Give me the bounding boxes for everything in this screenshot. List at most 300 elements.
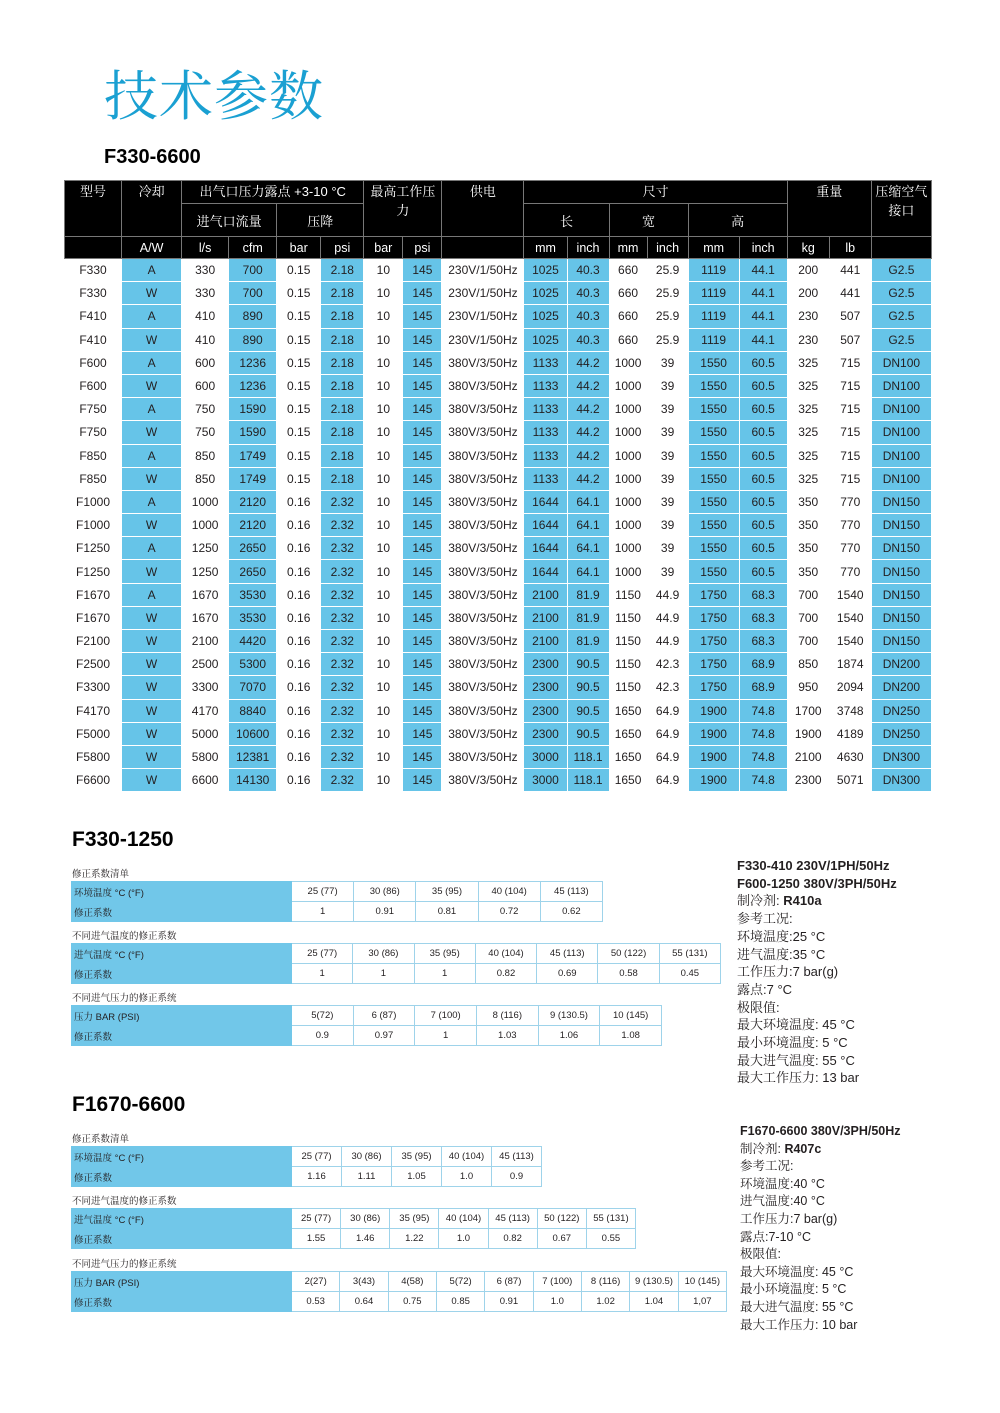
cell: 0.55 [586, 1229, 635, 1249]
table-cell: 44.2 [567, 351, 609, 374]
section2-caption-pressure: 不同进气压力的修正系统 [72, 1259, 177, 1270]
table-cell: 850 [787, 653, 829, 676]
table-cell: 380V/3/50Hz [442, 514, 524, 537]
table-cell: F850 [65, 467, 122, 490]
table-cell: 1133 [524, 444, 567, 467]
table-cell: 1150 [609, 583, 647, 606]
cell: 9 (130.5) [538, 1006, 600, 1026]
table-cell: 2.32 [321, 490, 364, 513]
table-cell: 1650 [609, 745, 647, 768]
table-cell: 39 [647, 514, 688, 537]
table-cell: 39 [647, 467, 688, 490]
table-cell: 118.1 [567, 769, 609, 792]
table-cell: 770 [829, 514, 871, 537]
table-cell: 5000 [182, 722, 229, 745]
note-line: 最大环境温度: 45 °C [740, 1264, 854, 1279]
cell: 7 (100) [415, 1006, 477, 1026]
table-cell: W [122, 606, 182, 629]
table-cell: 10 [364, 699, 403, 722]
table-cell: 145 [403, 398, 442, 421]
cell: 1.05 [392, 1167, 442, 1187]
table-cell: 44.1 [739, 305, 787, 328]
table-cell: A [122, 537, 182, 560]
table-cell: 750 [182, 421, 229, 444]
table-cell: 1670 [182, 583, 229, 606]
row-label: 压力 BAR (PSI) [72, 1272, 292, 1292]
table-cell: 1644 [524, 514, 567, 537]
table-cell: DN250 [871, 699, 931, 722]
cell: 0.62 [540, 902, 602, 922]
unit-cell: inch [567, 237, 609, 259]
table-cell: 44.9 [647, 630, 688, 653]
table-cell: 60.5 [739, 560, 787, 583]
table-cell: DN300 [871, 769, 931, 792]
cell: 1.11 [342, 1167, 392, 1187]
note-line: 最大进气温度: 55 °C [737, 1052, 855, 1068]
table-cell: 230V/1/50Hz [442, 259, 524, 282]
table-cell: 1000 [182, 490, 229, 513]
table-cell: 715 [829, 467, 871, 490]
table-cell: 64.1 [567, 490, 609, 513]
table-cell: DN100 [871, 398, 931, 421]
table-cell: 44.1 [739, 282, 787, 305]
cell: 1 [415, 1026, 477, 1046]
table-row [65, 398, 932, 421]
table-row [65, 374, 932, 397]
cell: 2(27) [292, 1272, 340, 1292]
unit-cell: psi [321, 237, 364, 259]
table-cell: 350 [787, 537, 829, 560]
cell: 25 (77) [292, 944, 353, 964]
table-cell: G2.5 [871, 282, 931, 305]
table-row [65, 421, 932, 444]
power-spec: F330-410 230V/1PH/50Hz [737, 858, 890, 873]
cell: 1,07 [678, 1292, 726, 1312]
table-cell: 40.3 [567, 259, 609, 282]
table-cell: 950 [787, 676, 829, 699]
table-cell: 1550 [688, 398, 739, 421]
table-cell: 1025 [524, 259, 567, 282]
table-cell: 1133 [524, 351, 567, 374]
table-cell: 1650 [609, 769, 647, 792]
table-cell: 0.16 [277, 699, 321, 722]
section2-ambient-table [71, 1146, 542, 1187]
cell: 0.91 [485, 1292, 533, 1312]
table-cell: 8840 [229, 699, 277, 722]
cell: 1.03 [476, 1026, 538, 1046]
table-cell: 118.1 [567, 745, 609, 768]
cell: 1.0 [442, 1167, 492, 1187]
table-cell: 1133 [524, 421, 567, 444]
table-cell: 325 [787, 374, 829, 397]
cell: 0.45 [659, 964, 720, 984]
table-cell: 64.1 [567, 514, 609, 537]
cell: 8 (116) [581, 1272, 629, 1292]
table-cell: 380V/3/50Hz [442, 676, 524, 699]
table-cell: 2100 [182, 630, 229, 653]
table-cell: 380V/3/50Hz [442, 351, 524, 374]
header-max-pressure: 最高工作压力 [364, 181, 442, 237]
table-cell: F330 [65, 282, 122, 305]
table-cell: 2.32 [321, 560, 364, 583]
table-cell: 0.15 [277, 444, 321, 467]
table-cell: 410 [182, 305, 229, 328]
table-row [65, 259, 932, 282]
table-cell: 39 [647, 398, 688, 421]
cell: 10 (145) [600, 1006, 662, 1026]
cell: 50 (122) [598, 944, 659, 964]
table-cell: 0.15 [277, 374, 321, 397]
section2-inlet-table [71, 1208, 636, 1249]
table-cell: 1644 [524, 490, 567, 513]
table-cell: 14130 [229, 769, 277, 792]
table-cell: DN200 [871, 653, 931, 676]
table-cell: 68.3 [739, 583, 787, 606]
table-cell: 145 [403, 606, 442, 629]
table-cell: 230 [787, 328, 829, 351]
table-cell: 1236 [229, 351, 277, 374]
unit-cell: inch [647, 237, 688, 259]
cell: 0.81 [416, 902, 478, 922]
table-cell: G2.5 [871, 305, 931, 328]
table-cell: 2650 [229, 537, 277, 560]
refrigerant-label: 制冷剂: [740, 1141, 785, 1156]
table-cell: 64.1 [567, 560, 609, 583]
table-cell: 325 [787, 351, 829, 374]
table-cell: 90.5 [567, 699, 609, 722]
cell: 9 (130.5) [630, 1272, 678, 1292]
table-cell: 660 [609, 328, 647, 351]
table-cell: 81.9 [567, 583, 609, 606]
table-cell: 1119 [688, 305, 739, 328]
table-cell: 60.5 [739, 514, 787, 537]
section2-caption-factors: 修正系数清单 [72, 1134, 130, 1145]
table-cell: 40.3 [567, 328, 609, 351]
section1-notes [737, 857, 897, 1087]
table-cell: 25.9 [647, 259, 688, 282]
table-cell: 325 [787, 444, 829, 467]
table-cell: 42.3 [647, 653, 688, 676]
table-cell: 350 [787, 560, 829, 583]
cell: 40 (104) [478, 882, 540, 902]
table-row [65, 444, 932, 467]
table-row [65, 676, 932, 699]
row-label: 环境温度 °C (°F) [72, 882, 292, 902]
table-cell: 0.16 [277, 583, 321, 606]
table-cell: 10 [364, 421, 403, 444]
table-cell: 2.32 [321, 722, 364, 745]
cell: 3(43) [340, 1272, 388, 1292]
note-line: 最大进气温度: 55 °C [740, 1299, 854, 1314]
table-cell: 145 [403, 305, 442, 328]
table-row [65, 722, 932, 745]
table-cell: F1250 [65, 560, 122, 583]
table-cell: 1550 [688, 444, 739, 467]
table-cell: 325 [787, 398, 829, 421]
table-cell: 0.16 [277, 745, 321, 768]
table-cell: 145 [403, 583, 442, 606]
table-cell: 2300 [524, 676, 567, 699]
table-cell: 660 [609, 259, 647, 282]
unit-cell: psi [403, 237, 442, 259]
table-cell: 3300 [182, 676, 229, 699]
table-cell: 60.5 [739, 374, 787, 397]
cell: 0.85 [436, 1292, 484, 1312]
table-cell: 350 [787, 514, 829, 537]
cell: 8 (116) [476, 1006, 538, 1026]
note-line: 环境温度:25 °C [737, 928, 826, 944]
cell: 1 [292, 964, 353, 984]
table-cell: 230V/1/50Hz [442, 328, 524, 351]
table-cell: 10 [364, 259, 403, 282]
header-height: 高 [688, 204, 787, 237]
table-cell: 39 [647, 351, 688, 374]
table-cell: 1540 [829, 630, 871, 653]
section1-inlet-table [71, 943, 721, 984]
row-label: 进气温度 °C (°F) [72, 1209, 292, 1229]
cell: 7 (100) [533, 1272, 581, 1292]
table-cell: 7070 [229, 676, 277, 699]
table-cell: 2.18 [321, 444, 364, 467]
table-cell: 40.3 [567, 282, 609, 305]
refrigerant-line [740, 1141, 901, 1159]
unit-cell: inch [739, 237, 787, 259]
cell: 40 (104) [475, 944, 536, 964]
table-cell: 68.9 [739, 676, 787, 699]
table-cell: 145 [403, 699, 442, 722]
table-cell: 0.16 [277, 537, 321, 560]
table-cell: F410 [65, 328, 122, 351]
section2-pressure-table [71, 1271, 727, 1312]
table-cell: 81.9 [567, 606, 609, 629]
table-cell: 10 [364, 467, 403, 490]
table-cell: 0.15 [277, 328, 321, 351]
table-cell: 12381 [229, 745, 277, 768]
unit-blank [442, 237, 524, 259]
table-cell: 715 [829, 398, 871, 421]
header-power: 供电 [442, 181, 524, 237]
table-cell: 1900 [787, 722, 829, 745]
cell: 30 (86) [353, 944, 414, 964]
table-cell: 700 [787, 583, 829, 606]
table-cell: 1590 [229, 421, 277, 444]
table-row [65, 514, 932, 537]
table-cell: 1900 [688, 745, 739, 768]
table-cell: 60.5 [739, 398, 787, 421]
row-label: 进气温度 °C (°F) [72, 944, 292, 964]
table-cell: 10 [364, 560, 403, 583]
table-cell: 1874 [829, 653, 871, 676]
table-cell: 1550 [688, 467, 739, 490]
table-cell: 60.5 [739, 467, 787, 490]
table-cell: 10600 [229, 722, 277, 745]
table-cell: 660 [609, 282, 647, 305]
table-cell: 0.15 [277, 398, 321, 421]
table-cell: 1750 [688, 583, 739, 606]
table-cell: 145 [403, 259, 442, 282]
table-cell: 3748 [829, 699, 871, 722]
table-cell: 4189 [829, 722, 871, 745]
section1-caption-inlet: 不同进气温度的修正系数 [72, 931, 177, 942]
note-line: 工作压力:7 bar(g) [740, 1211, 838, 1226]
note-line: 环境温度:40 °C [740, 1176, 825, 1191]
table-cell: F850 [65, 444, 122, 467]
cell: 35 (95) [390, 1209, 439, 1229]
table-cell: 44.2 [567, 467, 609, 490]
table-cell: A [122, 398, 182, 421]
table-cell: 40.3 [567, 305, 609, 328]
table-cell: 4170 [182, 699, 229, 722]
table-cell: 1150 [609, 676, 647, 699]
row-label: 修正系数 [72, 964, 292, 984]
table-cell: 39 [647, 374, 688, 397]
table-cell: 350 [787, 490, 829, 513]
row-label: 压力 BAR (PSI) [72, 1006, 292, 1026]
table-cell: 145 [403, 467, 442, 490]
table-cell: 3530 [229, 606, 277, 629]
cell: 30 (86) [354, 882, 416, 902]
table-cell: 0.16 [277, 630, 321, 653]
table-row [65, 653, 932, 676]
table-cell: 10 [364, 745, 403, 768]
cell: 1 [292, 902, 354, 922]
main-section-title: F330-6600 [104, 146, 201, 168]
table-cell: 700 [229, 282, 277, 305]
cell: 30 (86) [341, 1209, 390, 1229]
table-cell: 2.32 [321, 676, 364, 699]
table-cell: 44.2 [567, 398, 609, 421]
table-cell: 10 [364, 351, 403, 374]
table-cell: 507 [829, 328, 871, 351]
table-cell: 200 [787, 282, 829, 305]
cell: 0.91 [354, 902, 416, 922]
table-cell: 64.9 [647, 769, 688, 792]
table-cell: W [122, 676, 182, 699]
table-cell: 60.5 [739, 490, 787, 513]
table-cell: 1119 [688, 282, 739, 305]
table-cell: 10 [364, 514, 403, 537]
table-cell: 2.32 [321, 769, 364, 792]
table-cell: 200 [787, 259, 829, 282]
table-cell: 44.2 [567, 444, 609, 467]
table-cell: F5000 [65, 722, 122, 745]
table-cell: 64.9 [647, 745, 688, 768]
cell: 35 (95) [392, 1147, 442, 1167]
table-cell: 1644 [524, 560, 567, 583]
table-cell: F6600 [65, 769, 122, 792]
table-cell: 770 [829, 560, 871, 583]
unit-blank [65, 237, 122, 259]
table-cell: 1540 [829, 606, 871, 629]
table-cell: 44.2 [567, 374, 609, 397]
table-cell: 44.9 [647, 583, 688, 606]
table-cell: DN100 [871, 421, 931, 444]
table-cell: 145 [403, 490, 442, 513]
note-line: 最小环境温度: 5 °C [740, 1282, 847, 1297]
table-cell: 1119 [688, 328, 739, 351]
table-row [65, 282, 932, 305]
table-cell: 1000 [609, 490, 647, 513]
table-cell: 1000 [182, 514, 229, 537]
note-line: 最大工作压力: 13 bar [737, 1070, 860, 1086]
table-cell: 2094 [829, 676, 871, 699]
table-cell: 2.18 [321, 305, 364, 328]
table-cell: A [122, 259, 182, 282]
table-cell: 39 [647, 444, 688, 467]
table-cell: DN100 [871, 467, 931, 490]
table-cell: F3300 [65, 676, 122, 699]
table-cell: 2.32 [321, 583, 364, 606]
table-cell: 2100 [787, 745, 829, 768]
table-cell: 10 [364, 374, 403, 397]
table-cell: 0.16 [277, 676, 321, 699]
table-cell: 0.15 [277, 421, 321, 444]
table-cell: 2.32 [321, 606, 364, 629]
table-cell: 1650 [609, 699, 647, 722]
table-cell: 25.9 [647, 282, 688, 305]
cell: 40 (104) [439, 1209, 488, 1229]
section1-ambient-table [71, 881, 603, 922]
table-cell: 10 [364, 722, 403, 745]
table-cell: 441 [829, 259, 871, 282]
note-line: 最大工作压力: 10 bar [740, 1317, 858, 1332]
table-cell: W [122, 699, 182, 722]
cell: 5(72) [436, 1272, 484, 1292]
table-cell: 1750 [688, 676, 739, 699]
spec-table-body [65, 259, 932, 792]
table-cell: 2.18 [321, 328, 364, 351]
cell: 1.0 [533, 1292, 581, 1312]
header-length: 长 [524, 204, 609, 237]
table-row [65, 699, 932, 722]
table-cell: A [122, 490, 182, 513]
table-cell: F2100 [65, 630, 122, 653]
header-width: 宽 [609, 204, 688, 237]
table-cell: DN150 [871, 583, 931, 606]
table-cell: 145 [403, 560, 442, 583]
cell: 10 (145) [678, 1272, 726, 1292]
table-cell: 5071 [829, 769, 871, 792]
table-cell: 39 [647, 421, 688, 444]
table-cell: A [122, 351, 182, 374]
table-cell: F410 [65, 305, 122, 328]
power-spec: F1670-6600 380V/3PH/50Hz [740, 1124, 901, 1138]
table-cell: DN150 [871, 630, 931, 653]
note-line: 参考工况: [737, 911, 793, 927]
table-cell: F1000 [65, 490, 122, 513]
table-cell: 10 [364, 537, 403, 560]
table-cell: 145 [403, 374, 442, 397]
table-cell: 1133 [524, 398, 567, 421]
table-cell: 145 [403, 328, 442, 351]
table-cell: 2.18 [321, 467, 364, 490]
table-cell: 0.16 [277, 490, 321, 513]
table-cell: 1000 [609, 467, 647, 490]
table-row [65, 606, 932, 629]
table-cell: G2.5 [871, 328, 931, 351]
note-line: 露点:7 °C [737, 981, 793, 997]
table-cell: 2100 [524, 606, 567, 629]
cell: 0.97 [353, 1026, 415, 1046]
table-cell: 330 [182, 282, 229, 305]
table-cell: 0.16 [277, 560, 321, 583]
table-cell: 145 [403, 745, 442, 768]
table-cell: 64.1 [567, 537, 609, 560]
table-row [65, 467, 932, 490]
refrigerant-value: R407c [784, 1141, 822, 1156]
table-cell: 380V/3/50Hz [442, 421, 524, 444]
table-cell: 380V/3/50Hz [442, 583, 524, 606]
